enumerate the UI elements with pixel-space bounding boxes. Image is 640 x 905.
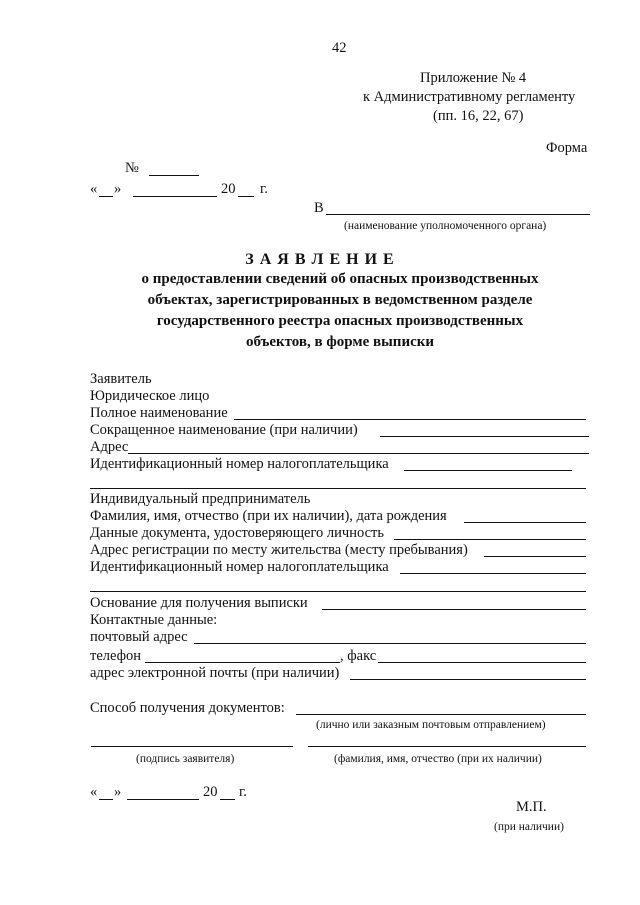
number-prefix: №	[125, 160, 139, 176]
fio-birth-label: Фамилия, имя, отчество (при их наличии), дата рождения	[90, 508, 447, 524]
phone-field	[145, 662, 340, 663]
basis-field	[322, 609, 586, 610]
subtitle-line-3: государственного реестра опасных производственных	[156, 313, 524, 329]
email-field	[350, 679, 586, 680]
to-line	[326, 214, 590, 215]
subtitle-line-1: о предоставлении сведений об опасных производственных	[141, 271, 539, 287]
fio-birth-field	[464, 522, 586, 523]
bottom-date-year-prefix: 20	[203, 784, 218, 800]
date-open-quote: «	[90, 181, 98, 197]
legal-inn-label: Идентификационный номер налогоплательщика	[90, 456, 389, 472]
ip-inn-label: Идентификационный номер налогоплательщика	[90, 559, 389, 575]
number-line	[149, 175, 199, 176]
full-name-field	[234, 419, 586, 420]
delivery-field	[296, 714, 586, 715]
reg-address-label: Адрес регистрации по месту жительства (месту пребывания)	[90, 542, 468, 558]
bottom-date-month-line	[127, 799, 199, 800]
stamp-caption: (при наличии)	[494, 821, 564, 833]
entrepreneur-heading: Индивидуальный предприниматель	[90, 491, 311, 507]
postal-label: почтовый адрес	[90, 629, 188, 645]
email-label: адрес электронной почты (при наличии)	[90, 665, 340, 681]
bottom-date-open-quote: «	[90, 784, 98, 800]
legal-entity-heading: Юридическое лицо	[90, 388, 210, 404]
date-year-line	[238, 196, 254, 197]
bottom-date-year-suffix: г.	[239, 784, 247, 800]
date-year-suffix: г.	[260, 181, 268, 197]
signature-field	[91, 746, 293, 747]
appendix-line-1: Приложение № 4	[420, 70, 527, 86]
fax-field	[378, 662, 586, 663]
to-prefix: В	[314, 200, 324, 216]
short-name-label: Сокращенное наименование (при наличии)	[90, 422, 358, 438]
appendix-line-3: (пп. 16, 22, 67)	[433, 108, 524, 124]
address-label: Адрес	[90, 439, 129, 455]
to-caption: (наименование уполномоченного органа)	[344, 220, 547, 232]
date-day-line	[99, 196, 113, 197]
bottom-date-year-line	[220, 799, 235, 800]
document-title: З А Я В Л Е Н И Е	[245, 251, 395, 268]
delivery-label: Способ получения документов:	[90, 700, 285, 716]
short-name-field	[380, 436, 589, 437]
stamp-label: М.П.	[516, 799, 547, 815]
appendix-line-2: к Административному регламенту	[363, 89, 576, 105]
separator-line-2	[90, 591, 586, 592]
postal-field	[194, 643, 586, 644]
signature-caption: (подпись заявителя)	[136, 753, 235, 765]
fio-caption: (фамилия, имя, отчество (при их наличии)	[334, 753, 542, 765]
date-year-prefix: 20	[221, 181, 236, 197]
date-month-line	[133, 196, 217, 197]
form-label: Форма	[546, 140, 588, 156]
bottom-date-close-quote: »	[114, 784, 122, 800]
reg-address-field	[484, 556, 586, 557]
phone-label: телефон	[90, 648, 142, 664]
address-field	[128, 453, 589, 454]
date-close-quote: »	[114, 181, 122, 197]
subtitle-line-2: объектах, зарегистрированных в ведомственном разделе	[147, 292, 533, 308]
fax-label: , факс	[340, 648, 377, 664]
contacts-heading: Контактные данные:	[90, 612, 218, 628]
delivery-caption: (лично или заказным почтовым отправлением)	[316, 719, 546, 731]
legal-inn-field	[404, 470, 572, 471]
id-doc-field	[394, 539, 586, 540]
separator-line-1	[90, 488, 586, 489]
basis-label: Основание для получения выписки	[90, 595, 308, 611]
applicant-heading: Заявитель	[90, 371, 152, 387]
full-name-label: Полное наименование	[90, 405, 228, 421]
id-doc-label: Данные документа, удостоверяющего личность	[90, 525, 384, 541]
page-number: 42	[332, 40, 347, 56]
fio-field	[308, 746, 586, 747]
bottom-date-day-line	[99, 799, 113, 800]
ip-inn-field	[400, 573, 586, 574]
subtitle-line-4: объектов, в форме выписки	[245, 334, 435, 350]
